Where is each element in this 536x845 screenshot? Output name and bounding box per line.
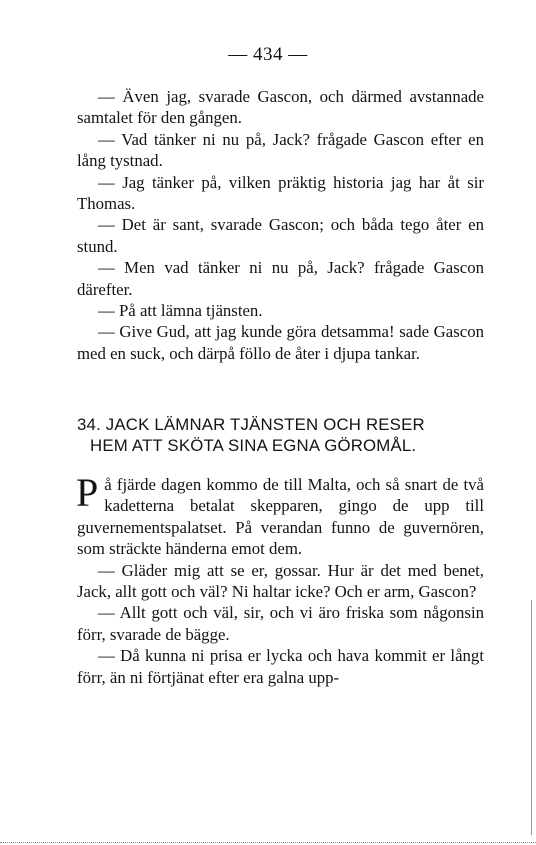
paragraph: — Det är sant, svarade Gascon; och båda tego åter en stund. bbox=[77, 215, 484, 256]
paragraph: — Då kunna ni prisa er lycka och hava kommit er långt förr, än ni förtjänat efter era galna upp- bbox=[77, 646, 484, 687]
page-number: — 434 — bbox=[228, 44, 308, 65]
paragraph: — Jag tänker på, vilken präktig historia jag har åt sir Thomas. bbox=[77, 172, 484, 214]
drop-cap: P bbox=[76, 470, 99, 515]
page-edge-line bbox=[0, 842, 536, 843]
chapter-heading bbox=[77, 414, 484, 456]
paragraph: — Men vad tänker ni nu på, Jack? frågade Gascon därefter. bbox=[77, 258, 484, 299]
dialogue-block bbox=[77, 86, 484, 364]
chapter-body bbox=[76, 470, 484, 688]
opening-paragraph-text: å fjärde dagen kommo de till Malta, och så snart de två kadetterna betalat skepparen, gingo de upp till guvernementspalatset. På verandan funno de guvernören, som sträckte händerna emot dem. bbox=[77, 475, 484, 559]
paragraph: — På att lämna tjänsten. bbox=[98, 301, 263, 321]
paragraph: — Allt gott och väl, sir, och vi äro friska som någonsin förr, svarade de bägge. bbox=[77, 603, 484, 644]
paragraph: — Även jag, svarade Gascon, och därmed avstannade samtalet för den gången. bbox=[77, 87, 484, 128]
chapter-heading-line: 34. JACK LÄMNAR TJÄNSTEN OCH RESER bbox=[77, 415, 425, 434]
paragraph: — Vad tänker ni nu på, Jack? frågade Gascon efter en lång tystnad. bbox=[77, 129, 484, 171]
paragraph: — Give Gud, att jag kunde göra detsamma! sade Gascon med en suck, och därpå föllo de åter i djupa tankar. bbox=[77, 322, 484, 363]
chapter-heading-line: HEM ATT SKÖTA SINA EGNA GÖROMÅL. bbox=[90, 436, 417, 455]
paragraph: — Gläder mig att se er, gossar. Hur är det med benet, Jack, allt gott och väl? Ni haltar icke? Och er arm, Gascon? bbox=[77, 560, 484, 602]
page-edge-line bbox=[531, 600, 532, 835]
opening-paragraph bbox=[76, 470, 484, 560]
